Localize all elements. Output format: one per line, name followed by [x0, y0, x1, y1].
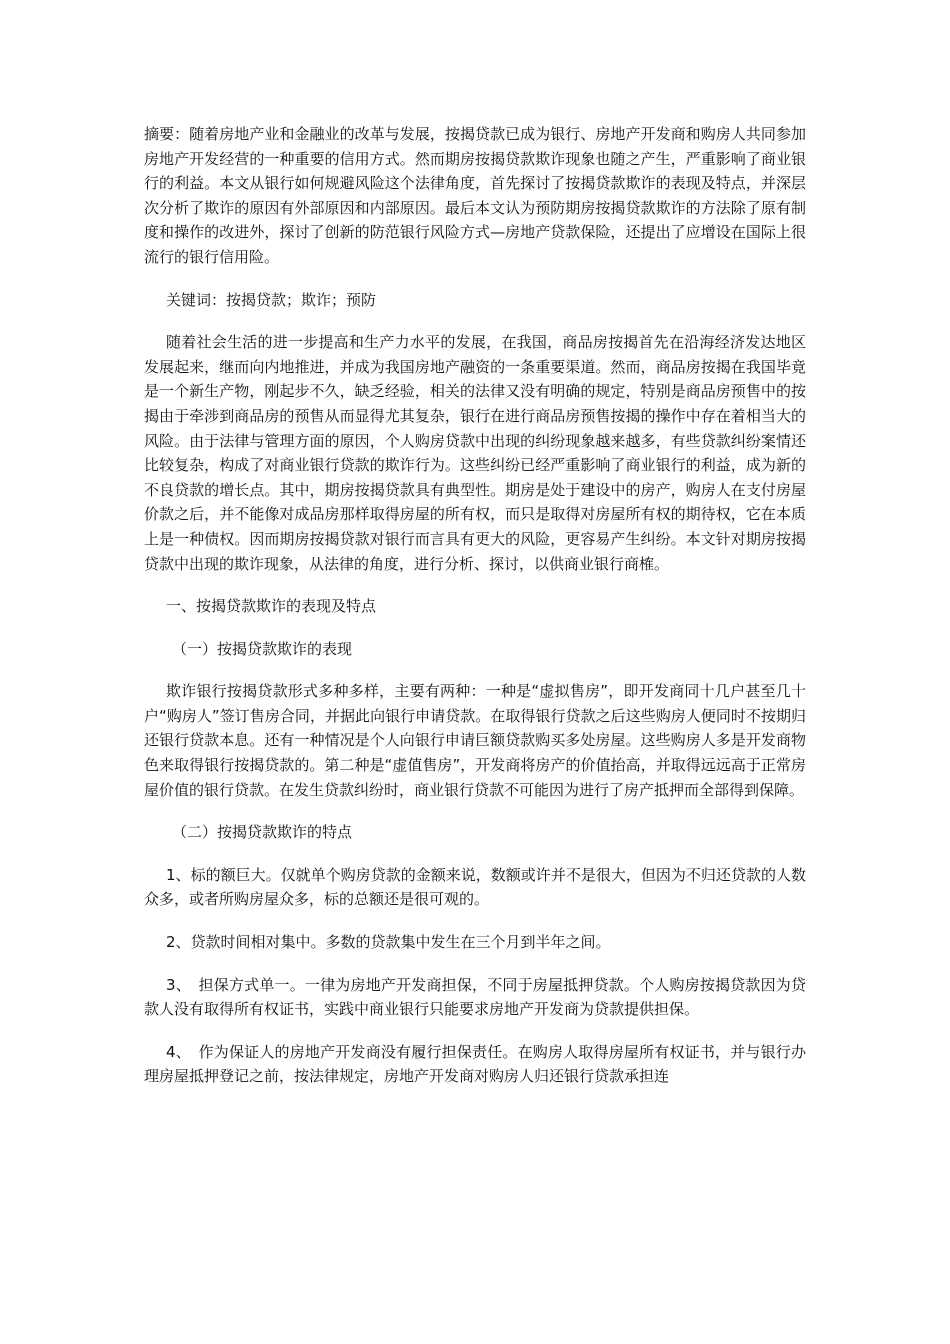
- subsection-2-heading: （二）按揭贷款欺诈的特点: [172, 823, 353, 842]
- subsection-1-heading: （一）按揭贷款欺诈的表现: [172, 639, 353, 658]
- list-item-2: 2、贷款时间相对集中。多数的贷款集中发生在三个月到半年之间。: [166, 933, 611, 952]
- list-item-4: 4、 作为保证人的房地产开发商没有履行担保责任。在购房人取得房屋所有权证书，并与银行办理房屋抵押登记之前，按法律规定，房地产开发商对购房人归还银行贷款承担连: [144, 1042, 806, 1086]
- keywords-line: 关键词：按揭贷款；欺诈；预防: [166, 290, 377, 309]
- list-item-3: 3、 担保方式单一。一律为房地产开发商担保，不同于房屋抵押贷款。个人购房按揭贷款因为贷款人没有取得所有权证书，实践中商业银行只能要求房地产开发商为贷款提供担保。: [144, 975, 806, 1019]
- list-item-1: 1、标的额巨大。仅就单个购房贷款的金额来说，数额或许并不是很大，但因为不归还贷款的人数众多，或者所购房屋众多，标的总额还是很可观的。: [144, 865, 806, 909]
- intro-paragraph: 随着社会生活的进一步提高和生产力水平的发展，在我国，商品房按揭首先在沿海经济发达地区发展起来，继而向内地推进，并成为我国房地产融资的一条重要渠道。然而，商品房按揭在我国毕竟是一个新生产物，刚起步不久，缺乏经验，相关的法律又没有明确的规定，特别是商品房预售中的按揭由于牵涉到商品房的预售从而显得尤其复杂，银行在进行商品房预售按揭的操作中存在着相当大的风险。由于法律与管理方面的原因，个人购房贷款中出现的纠纷现象越来越多，有些贷款纠纷案情还比较复杂，构成了对商业银行贷款的欺诈行为。这些纠纷已经严重影响了商业银行的利益，成为新的不良贷款的增长点。其中，期房按揭贷款具有典型性。期房是处于建设中的房产，购房人在支付房屋价款之后，并不能像对成品房那样取得房屋的所有权，而只是取得对房屋所有权的期待权，它在本质上是一种债权。因而期房按揭贷款对银行而言具有更大的风险，更容易产生纠纷。本文针对期房按揭贷款中出现的欺诈现象，从法律的角度，进行分析、探讨，以供商业银行商榷。: [144, 333, 806, 573]
- section-1-heading: 一、按揭贷款欺诈的表现及特点: [166, 597, 377, 616]
- subsection-1-body: 欺诈银行按揭贷款形式多种多样，主要有两种：一种是“虚拟售房”，即开发商同十几户甚至几十户“购房人”签订售房合同，并据此向银行申请贷款。在取得银行贷款之后这些购房人便同时不按期归还银行贷款本息。还有一种情况是个人向银行申请巨额贷款购买多处房屋。这些购房人多是开发商物色来取得银行按揭贷款的。第二种是“虚值售房”，开发商将房产的价值抬高，并取得远远高于正常房屋价值的银行贷款。在发生贷款纠纷时，商业银行贷款不可能因为进行了房产抵押而全部得到保障。: [144, 682, 806, 799]
- document-page: [144, 122, 806, 1089]
- abstract-paragraph: 摘要：随着房地产业和金融业的改革与发展，按揭贷款已成为银行、房地产开发商和购房人共同参加房地产开发经营的一种重要的信用方式。然而期房按揭贷款欺诈现象也随之产生，严重影响了商业银行的利益。本文从银行如何规避风险这个法律角度，首先探讨了按揭贷款欺诈的表现及特点，并深层次分析了欺诈的原因有外部原因和内部原因。最后本文认为预防期房按揭贷款欺诈的方法除了原有制度和操作的改进外，探讨了创新的防范银行风险方式—房地产贷款保险，还提出了应增设在国际上很流行的银行信用险。: [144, 125, 806, 266]
